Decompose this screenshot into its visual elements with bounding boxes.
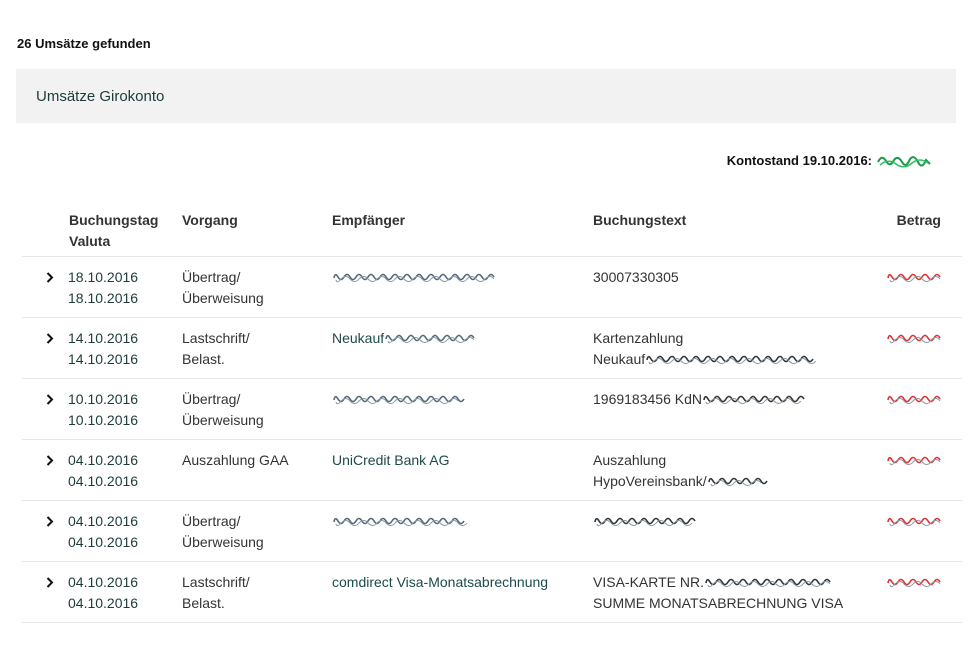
buchungstext-cell [593,267,679,288]
vorgang-cell [182,572,250,614]
vorgang-cell [182,389,264,431]
header-empfaenger[interactable]: Empfänger [332,212,406,228]
date-cell [68,328,138,370]
buchungstext-line1: Auszahlung [593,452,667,468]
buchungstext-cell [593,450,772,492]
table-row[interactable] [22,317,962,378]
empfaenger-cell [332,328,479,349]
expand-chevron-icon[interactable] [46,572,60,593]
redacted-amount [886,389,944,410]
buchungstext-line2: Neukauf [593,351,646,367]
date-cell [68,572,138,614]
expand-chevron-icon[interactable] [46,511,60,532]
buchungstext-cell [593,328,820,370]
buchungstext-line1: Kartenzahlung [593,330,684,346]
empfaenger-cell [332,572,548,593]
valuta: 14.10.2016 [68,351,139,367]
date-cell [68,511,138,553]
table-row[interactable] [22,561,962,623]
header-valuta: Valuta [69,233,111,249]
valuta: 04.10.2016 [68,473,139,489]
vorgang-line1: Übertrag/ [182,513,241,529]
panel-title: Umsätze Girokonto [36,88,165,105]
header-buchungstag: Buchungstag [69,212,159,228]
empfaenger-cell [332,389,467,410]
buchungstext-line1: 30007330305 [593,269,679,285]
vorgang-line2: Überweisung [182,412,264,428]
vorgang-line1: Übertrag/ [182,391,241,407]
redacted-text [384,330,479,346]
vorgang-cell [182,450,289,471]
transactions-table [22,256,962,623]
buchungstag: 04.10.2016 [68,574,139,590]
redacted-text [707,473,772,489]
table-row[interactable] [22,378,962,439]
expand-chevron-icon[interactable] [46,328,60,349]
buchungstext-line1: VISA-KARTE NR. [593,574,704,590]
date-cell [68,389,138,431]
empfaenger-name: UniCredit Bank AG [332,452,450,468]
vorgang-line1: Auszahlung GAA [182,452,289,468]
vorgang-line1: Lastschrift/ [182,330,250,346]
buchungstext-line1: 1969183456 KdN [593,391,702,407]
vorgang-cell [182,511,264,553]
vorgang-cell [182,328,250,370]
buchungstext-cell [593,572,843,614]
redacted-text [332,513,472,529]
valuta: 04.10.2016 [68,534,139,550]
redacted-amount [886,328,944,349]
empfaenger-name: comdirect Visa-Monatsabrechnung [332,574,549,590]
valuta: 04.10.2016 [68,595,139,611]
redacted-text [702,391,812,407]
table-row[interactable] [22,256,962,317]
vorgang-cell [182,267,264,309]
header-buchungstext[interactable]: Buchungstext [593,212,687,228]
redacted-text [704,574,834,590]
balance-label: Kontostand 19.10.2016: [726,152,872,168]
redacted-text [593,513,703,529]
date-cell [68,450,138,492]
header-betrag[interactable]: Betrag [896,212,941,228]
account-panel-header [16,69,956,123]
vorgang-line1: Übertrag/ [182,269,241,285]
vorgang-line2: Belast. [182,351,225,367]
redacted-amount [886,511,944,532]
redacted-text [645,351,820,367]
buchungstext-line2: SUMME MONATSABRECHNUNG VISA [593,595,844,611]
expand-chevron-icon[interactable] [46,450,60,471]
redacted-amount [886,450,944,471]
buchungstag: 14.10.2016 [68,330,139,346]
expand-chevron-icon[interactable] [46,389,60,410]
results-count: 26 Umsätze gefunden [17,36,151,51]
table-row[interactable] [22,500,962,561]
buchungstag: 10.10.2016 [68,391,139,407]
redacted-amount [886,572,944,593]
empfaenger-cell [332,511,472,532]
empfaenger-cell [332,267,497,288]
valuta: 18.10.2016 [68,290,139,306]
redacted-amount [886,267,944,288]
redacted-text [332,391,467,407]
table-row[interactable] [22,439,962,500]
buchungstag: 18.10.2016 [68,269,139,285]
vorgang-line2: Überweisung [182,290,264,306]
buchungstag: 04.10.2016 [68,513,139,529]
vorgang-line2: Überweisung [182,534,264,550]
empfaenger-cell [332,450,450,471]
valuta: 10.10.2016 [68,412,139,428]
account-balance [727,152,932,168]
buchungstext-cell [593,389,812,410]
header-vorgang[interactable]: Vorgang [182,212,238,228]
redacted-balance-value [876,152,932,168]
buchungstext-line2: HypoVereinsbank/ [593,473,707,489]
header-date[interactable] [69,210,158,252]
empfaenger-name: Neukauf [332,330,385,346]
redacted-text [332,269,497,285]
vorgang-line2: Belast. [182,595,225,611]
buchungstag: 04.10.2016 [68,452,139,468]
expand-chevron-icon[interactable] [46,267,60,288]
date-cell [68,267,138,309]
buchungstext-cell [593,511,703,532]
vorgang-line1: Lastschrift/ [182,574,250,590]
table-header [0,210,974,256]
